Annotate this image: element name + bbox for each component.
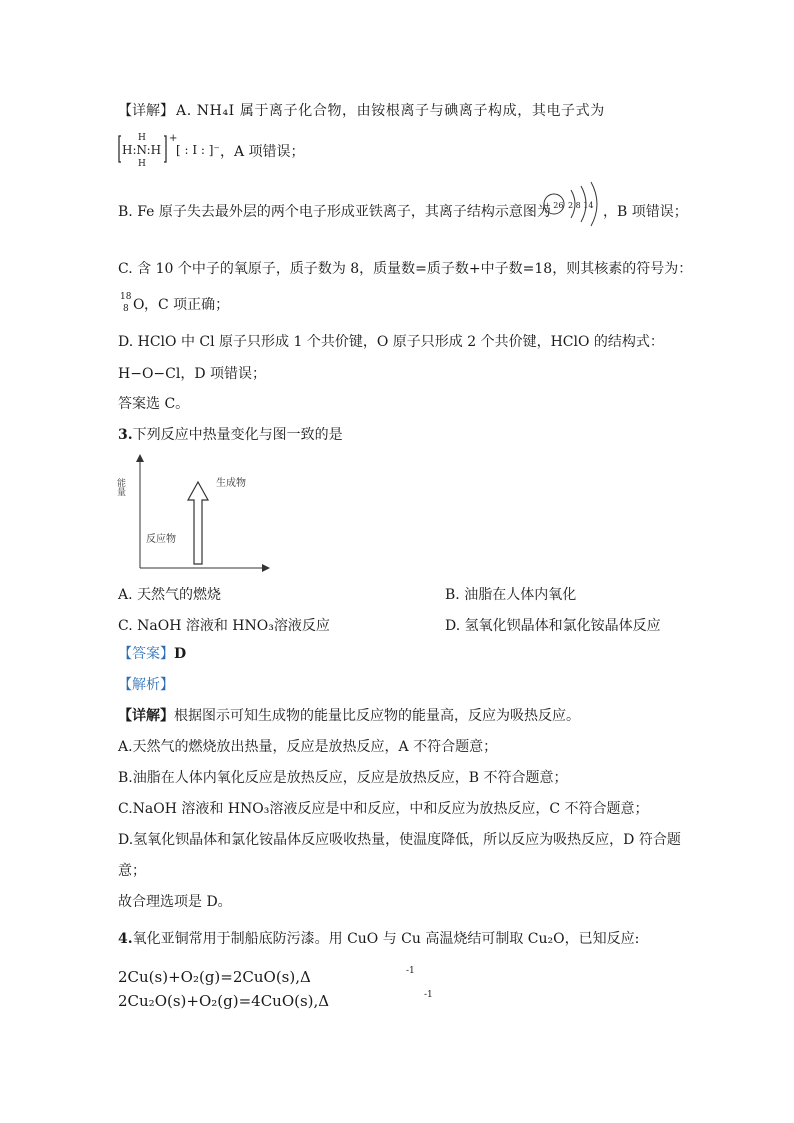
- p1-text: A. NH₄I 属于离子化合物，由铵根离子与碘离子构成，其电子式为: [176, 103, 605, 119]
- lb-line: [118, 770, 567, 787]
- p5-line: [118, 396, 189, 413]
- plus-sign: +: [169, 133, 178, 144]
- fe-ion-svg: [541, 180, 603, 228]
- q4-stem-line: [118, 931, 639, 948]
- eq1-unit-text: -1: [406, 966, 415, 976]
- p2-text: B. Fe 原子失去最外层的两个电子形成亚铁离子，其离子结构示意图为: [118, 204, 551, 220]
- option-b-text: B. 油脂在人体内氧化: [445, 587, 577, 603]
- q4-stem: 氧化亚铜常用于制船底防污漆。用 CuO 与 Cu 高温烧结可制取 Cu₂O，已知反应:: [132, 931, 640, 947]
- detail-line: [118, 708, 580, 725]
- equation-2-text: 2Cu₂O(s)+O₂(g)=4CuO(s),Δ: [118, 992, 330, 1010]
- concl-line: [118, 894, 232, 911]
- option-d-text: D. 氢氧化钡晶体和氯化铵晶体反应: [445, 618, 661, 634]
- equation-2: [118, 992, 329, 1010]
- p3-text: C. 含 10 个中子的氧原子，质子数为 8，质量数=质子数+中子数=18，则其核素的符号为：: [118, 261, 693, 277]
- energy-diagram-svg: [115, 452, 278, 576]
- p1b-tail: ，A 项错误；: [220, 144, 305, 160]
- eq1-unit: [406, 966, 415, 976]
- lc-text: C.NaOH 溶液和 HNO₃溶液反应是中和反应，中和反应为放热反应，C 不符合题意；: [118, 801, 649, 817]
- equation-1: [118, 968, 311, 986]
- shell-electrons: 2 8 14: [568, 201, 594, 210]
- p4b-text: H−O−Cl，D 项错误；: [118, 366, 267, 382]
- analysis-tag: 【解析】: [118, 677, 174, 693]
- q3-number: 3.: [118, 427, 133, 443]
- concl-text: 故合理选项是 D。: [118, 894, 232, 910]
- lc-line: [118, 801, 649, 818]
- answer-tag: 【答案】: [118, 646, 174, 662]
- p4b-line: [118, 366, 266, 383]
- nuclide-mass: 18: [120, 292, 132, 302]
- nuclide-symbol: O: [133, 297, 145, 313]
- reactant-label: 反应物: [146, 534, 176, 545]
- p5-text: 答案选 C。: [118, 396, 190, 412]
- nh4-formula: H:N:H: [122, 143, 162, 157]
- ld1-line: [118, 832, 681, 849]
- equation-1-text: 2Cu(s)+O₂(g)=2CuO(s),Δ: [118, 968, 311, 986]
- answer-value: D: [174, 646, 187, 662]
- nucleus-charge: + 26: [544, 201, 564, 210]
- p3-line: [118, 261, 692, 278]
- energy-axis-label: 能量: [115, 478, 125, 496]
- iodide-formula: [ : I : ]⁻: [176, 143, 220, 157]
- p2-line: [118, 204, 551, 221]
- p1-line: [118, 103, 674, 120]
- product-label: 生成物: [216, 478, 246, 489]
- q3-stem-line: [118, 427, 343, 444]
- p3b-tail: ，C 项正确；: [144, 297, 230, 313]
- q4-number: 4.: [118, 931, 133, 947]
- ld2-text: 意；: [118, 863, 146, 879]
- p1-just: [118, 103, 674, 120]
- nuclide-z: 8: [123, 304, 129, 314]
- detail-tag: 【详解】: [118, 708, 174, 724]
- option-a-text: A. 天然气的燃烧: [118, 587, 222, 603]
- h-bot: H: [138, 159, 146, 169]
- la-text: A.天然气的燃烧放出热量，反应是放热反应，A 不符合题意；: [118, 739, 498, 755]
- p2-tail: [603, 204, 688, 221]
- p1-tag: 【详解】: [118, 103, 174, 119]
- option-a[interactable]: [118, 584, 221, 604]
- ld1-text: D.氢氧化钡晶体和氯化铵晶体反应吸收热量，使温度降低，所以反应为吸热反应，D 符合题: [118, 832, 681, 848]
- answer-line: [118, 646, 186, 663]
- ld2-line: [118, 863, 146, 880]
- option-d[interactable]: [445, 615, 661, 635]
- lb-text: B.油脂在人体内氧化反应是放热反应，反应是放热反应，B 不符合题意；: [118, 770, 568, 786]
- nh4i-electron-formula: [118, 132, 318, 168]
- fe-ion-diagram: [541, 180, 603, 232]
- p2-tail-text: ，B 项错误；: [603, 204, 688, 220]
- energy-diagram: [115, 452, 278, 580]
- eq2-unit-text: -1: [424, 990, 433, 1000]
- option-b[interactable]: [445, 584, 576, 604]
- h-top: H: [138, 133, 146, 143]
- option-c[interactable]: [118, 615, 330, 635]
- analysis-line: [118, 677, 174, 694]
- la-line: [118, 739, 497, 756]
- p4-line: [118, 334, 664, 351]
- eq2-unit: [424, 990, 433, 1000]
- energy-up-arrow: [188, 482, 208, 564]
- option-c-text: C. NaOH 溶液和 HNO₃溶液反应: [118, 618, 330, 634]
- p4-text: D. HClO 中 Cl 原子只形成 1 个共价键，O 原子只形成 2 个共价键，HClO 的结构式：: [118, 334, 664, 350]
- detail-text: 根据图示可知生成物的能量比反应物的能量高，反应为吸热反应。: [174, 708, 580, 724]
- q3-stem: 下列反应中热量变化与图一致的是: [132, 427, 343, 443]
